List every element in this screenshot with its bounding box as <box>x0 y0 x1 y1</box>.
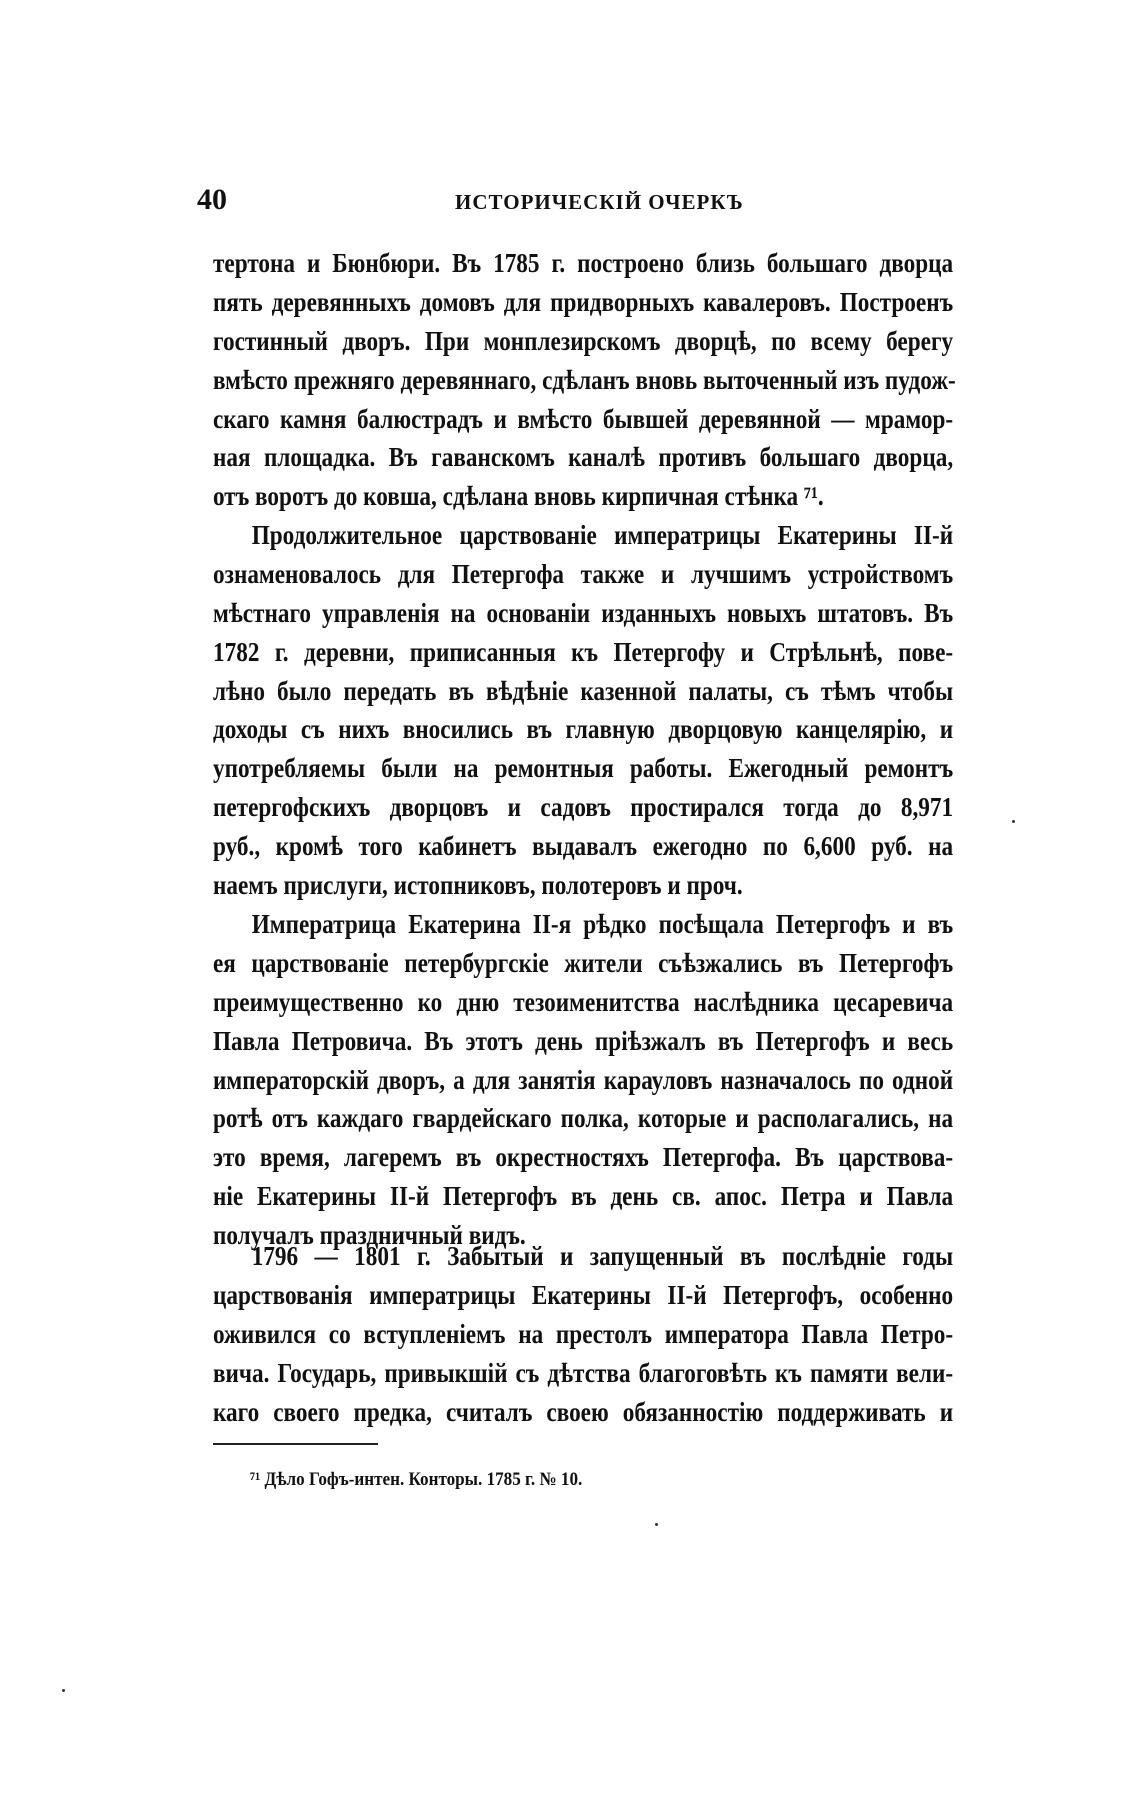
text-line: тертона и Бюнбюри. Въ 1785 г. построено близь большаго дворца <box>213 248 954 278</box>
text-line: Императрица Екатерина II-я рѣдко посѣщала Петергофъ и въ <box>251 909 954 939</box>
text-line: получалъ праздничный видъ. <box>213 1220 526 1251</box>
text-line: ея царствованіе петербургскіе жители съѣзжались въ Петергофъ <box>213 947 954 978</box>
text-line: ніе Екатерины II-й Петергофъ въ день св. апос. Петра и Павла <box>213 1181 954 1212</box>
footnote: ⁷¹ Дѣло Гофъ-интен. Конторы. 1785 г. № 10. <box>250 1469 583 1490</box>
text-line: отъ воротъ до ковша, сдѣлана вновь кирпичная стѣнка ⁷¹. <box>213 481 824 512</box>
paragraph-2 <box>213 516 953 905</box>
text-line: доходы съ нихъ вносились въ главную дворцовую канцелярію, и <box>213 714 954 745</box>
text-line: употребляемы были на ремонтныя работы. Ежегодный ремонтъ <box>213 753 954 784</box>
text-line: Продолжительное царствованіе императрицы Екатерины II-й <box>251 520 954 550</box>
paragraph-4 <box>213 1237 953 1431</box>
text-line: вмѣсто прежняго деревяннаго, сдѣланъ вновь выточенный изъ пудож- <box>213 364 956 395</box>
text-line: царствованія императрицы Екатерины II-й Петергофъ, особенно <box>213 1279 954 1310</box>
text-line: каго своего предка, считалъ своею обязанностію поддерживать и <box>213 1396 954 1427</box>
paragraph-3 <box>213 905 953 1255</box>
text-line: преимущественно ко дню тезоименитства наслѣдника цесаревича <box>213 986 954 1017</box>
text-line: скаго камня балюстрадъ и вмѣсто бывшей деревянной — мрамор- <box>213 403 954 434</box>
page-number: 40 <box>197 183 227 216</box>
text-line: оживился со вступленіемъ на престолъ императора Павла Петро- <box>213 1318 954 1349</box>
paragraph-1 <box>213 244 956 516</box>
text-line: мѣстнаго управленія на основаніи изданныхъ новыхъ штатовъ. Въ <box>213 597 954 628</box>
text-line: императорскій дворъ, а для занятія карауловъ назначалось по одной <box>213 1064 954 1095</box>
scan-speck <box>655 1523 658 1526</box>
text-line: ная площадка. Въ гаванскомъ каналѣ противъ большаго дворца, <box>213 442 954 473</box>
text-line: Павла Петровича. Въ этотъ день пріѣзжалъ въ Петергофъ и весь <box>213 1025 954 1056</box>
scan-speck <box>62 1689 65 1692</box>
text-line: пять деревянныхъ домовъ для придворныхъ кавалеровъ. Построенъ <box>213 286 954 317</box>
text-line: вича. Государь, привыкшій съ дѣтства благоговѣть къ памяти вели- <box>213 1357 954 1388</box>
running-head: ИСТОРИЧЕСКІЙ ОЧЕРКЪ <box>455 190 744 214</box>
text-line: лѣно было передать въ вѣдѣніе казенной палаты, съ тѣмъ чтобы <box>213 675 954 706</box>
text-line: это время, лагеремъ въ окрестностяхъ Петергофа. Въ царствова- <box>213 1142 954 1173</box>
text-line: гостинный дворъ. При монплезирскомъ дворцѣ, по всему берегу <box>213 325 954 356</box>
text-line: ознаменовалось для Петергофа также и лучшимъ устройствомъ <box>213 558 954 589</box>
footnote-divider <box>213 1443 378 1445</box>
text-line: наемъ прислуги, истопниковъ, полотеровъ и проч. <box>213 870 743 901</box>
scan-speck <box>1012 820 1015 823</box>
text-line: 1782 г. деревни, приписанныя къ Петергофу и Стрѣльнѣ, пове- <box>213 636 954 667</box>
text-line: петергофскихъ дворцовъ и садовъ простирался тогда до 8,971 <box>213 792 954 823</box>
text-line: руб., кромѣ того кабинетъ выдавалъ ежегодно по 6,600 руб. на <box>213 831 954 862</box>
text-line: 1796 — 1801 г. Забытый и запущенный въ послѣдніе годы <box>251 1241 954 1271</box>
text-line: ротѣ отъ каждаго гвардейскаго полка, которые и располагались, на <box>213 1103 954 1134</box>
